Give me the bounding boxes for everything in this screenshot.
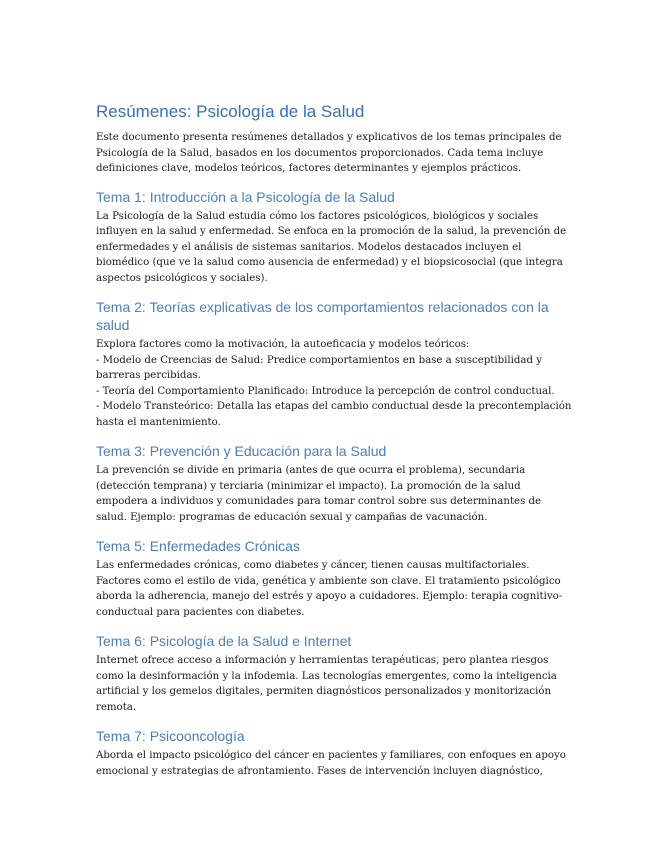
section-paragraph: La Psicología de la Salud estudia cómo los factores psicológicos, biológicos y sociales influyen en la salud y enfermedad. Se enfoca en la promoción de la salud, la prevención de enfermedades y el análisis de sistemas sanitarios. Modelos destacados incluyen el biomédico (que ve la salud como ausencia de enfermedad) y el biopsicosocial (que integra aspectos psicológicos y sociales). — [96, 210, 567, 284]
section-paragraph: Explora factores como la motivación, la autoeficacia y modelos teóricos: — [96, 339, 470, 350]
intro-paragraph: Este documento presenta resúmenes detallados y explicativos de los temas principales de Psicología de la Salud, basados en los documentos proporcionados. Cada tema incluye definiciones clave, modelos teóricos, factores determinantes y ejemplos prácticos. — [96, 132, 562, 174]
list-item: - Teoría del Comportamiento Planificado: Introduce la percepción de control conductual. — [96, 385, 555, 397]
section-tema-7 — [96, 727, 575, 779]
section-heading: Tema 5: Enfermedades Crónicas — [96, 538, 300, 554]
section-tema-3 — [96, 442, 575, 525]
section-tema-6 — [96, 632, 575, 715]
document-title: Resúmenes: Psicología de la Salud — [96, 102, 365, 121]
list-item: - Modelo de Creencias de Salud: Predice comportamientos en base a susceptibilidad y barreras percibidas. — [96, 354, 543, 381]
section-heading: Tema 2: Teorías explicativas de los comportamientos relacionados con la salud — [96, 299, 549, 333]
section-paragraph: Aborda el impacto psicológico del cáncer en pacientes y familiares, con enfoques en apoyo emocional y estrategias de afrontamiento. Fases de intervención incluyen diagnóstico, — [96, 750, 566, 777]
section-heading: Tema 1: Introducción a la Psicología de la Salud — [96, 188, 395, 205]
section-heading: Tema 7: Psicooncología — [96, 728, 245, 744]
section-tema-1 — [96, 188, 575, 287]
list-item: - Modelo Transteórico: Detalla las etapas del cambio conductual desde la precontemplación hasta el mantenimiento. — [96, 401, 572, 428]
section-heading: Tema 3: Prevención y Educación para la Salud — [96, 443, 387, 459]
section-heading: Tema 6: Psicología de la Salud e Internet — [96, 633, 352, 649]
section-paragraph: Las enfermedades crónicas, como diabetes y cáncer, tienen causas multifactoriales. Factores como el estilo de vida, genética y ambiente son clave. El tratamiento psicológico aborda la adherencia, manejo del estrés y apoyo a cuidadores. Ejemplo: terapia cognitivo-conductual para pacientes con diabetes. — [96, 560, 563, 618]
section-paragraph: Internet ofrece acceso a información y herramientas terapéuticas, pero plantea riesgos como la desinformación y la infodemia. Las tecnologías emergentes, como la inteligencia artificial y los gemelos digitales, permiten diagnósticos personalizados y monitorización remota. — [96, 655, 557, 713]
section-tema-2 — [96, 298, 575, 430]
section-paragraph: La prevención se divide en primaria (antes de que ocurra el problema), secundaria (detección temprana) y terciaria (minimizar el impacto). La promoción de la salud empodera a individuos y comunidades para tomar control sobre sus determinantes de salud. Ejemplo: programas de educación sexual y campañas de vacunación. — [96, 465, 542, 523]
section-tema-5 — [96, 537, 575, 620]
